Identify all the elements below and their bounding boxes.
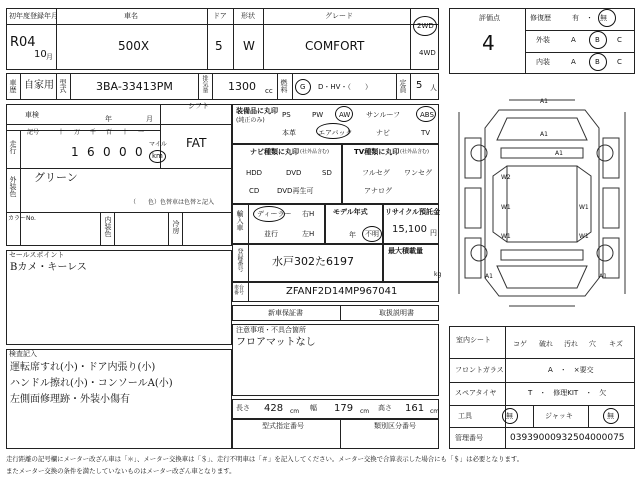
- int-grade-label: 内装: [536, 58, 550, 66]
- model-name: 500X: [118, 39, 150, 53]
- tv-analog: アナログ: [364, 187, 392, 195]
- front-glass-label: フロントガラス: [455, 366, 504, 374]
- capacity-unit: 人: [430, 84, 437, 92]
- navi-cd: CD: [249, 187, 260, 195]
- model-year-label: モデル年式: [333, 208, 368, 216]
- int-grade-selected-circle: [589, 53, 607, 71]
- tv-label: TV種類に丸印: [354, 148, 400, 156]
- ext-grade-label: 外装: [536, 36, 550, 44]
- max-load-unit: kg: [434, 271, 442, 278]
- notes-value: フロアマットなし: [236, 337, 316, 348]
- eq-aw: AW: [339, 111, 351, 119]
- mark-a1-front: A1: [555, 150, 563, 157]
- length-unit: cm: [290, 408, 300, 415]
- color-no-label: カラーNo.: [8, 215, 36, 222]
- sales-point-label: セールスポイント: [9, 251, 65, 259]
- seat-item-yogore: 汚れ: [564, 340, 578, 348]
- seat-item-kizu: キズ: [609, 340, 623, 348]
- capacity-label: 定員: [399, 79, 407, 93]
- manual-label: 取扱説明書: [379, 309, 414, 317]
- mileage-digit-0: 1: [71, 145, 79, 159]
- plate-label: 登録番号: [236, 248, 243, 272]
- eq-pw: PW: [312, 111, 324, 119]
- mark-w1-right-a: W1: [579, 204, 589, 211]
- seat-item-koge: コゲ: [513, 340, 527, 348]
- fuel-rest: D・HV・（ ）: [318, 83, 372, 91]
- doors-label: ドア: [213, 12, 227, 20]
- exterior-note: （ 色）色替車は色替と記入: [130, 199, 215, 206]
- recycle-unit: 円: [430, 229, 437, 237]
- digit-label-0: 十: [58, 129, 65, 136]
- inspection-month-label: 月: [146, 115, 153, 123]
- width-value: 179: [334, 403, 354, 414]
- doors: 5: [215, 39, 223, 53]
- unit-mile: マイル: [149, 141, 167, 148]
- car-diagram: [449, 78, 635, 322]
- category-label: 車歴: [9, 79, 17, 93]
- interior-color-label: 内装色: [104, 216, 112, 237]
- inspection-year-label: 年: [105, 115, 112, 123]
- mark-w1-left-a: W1: [501, 204, 511, 211]
- score-label: 評価点: [479, 14, 500, 22]
- interior-seat-label: 室内シート: [456, 336, 491, 344]
- eq-airbag: エアバック: [318, 129, 353, 137]
- seat-item-yabure: 破れ: [539, 340, 553, 348]
- import-dealer: ディーラー: [257, 210, 292, 218]
- navi-sub: (社外品含む): [300, 149, 329, 155]
- int-grade-c: C: [617, 58, 622, 66]
- equipment-sub: (純正のみ): [236, 117, 265, 124]
- displacement: 1300: [228, 80, 256, 93]
- chassis-value: ZFANF2D14MP967041: [286, 286, 398, 297]
- navi-dvd-play: DVD再生可: [277, 187, 314, 195]
- navi-sd: SD: [322, 169, 332, 177]
- plate-value: 水戸302た6197: [272, 255, 354, 268]
- height-label: 高さ: [378, 404, 392, 412]
- displacement-unit: cc: [265, 87, 273, 95]
- eq-ps: PS: [282, 111, 291, 119]
- mark-a1-hood: A1: [540, 131, 548, 138]
- model-name-label: 車名: [124, 12, 138, 20]
- reg-month: 10: [34, 49, 47, 60]
- unit-km: km: [152, 152, 163, 160]
- digit-label-2: 千: [90, 129, 97, 136]
- spare-tire-value: T ・ 修理KIT ・ 欠: [528, 389, 607, 397]
- manage-value: 03939000932504000075: [510, 433, 625, 443]
- tv-oneseg: ワンセグ: [404, 169, 432, 177]
- height-unit: cm: [430, 408, 440, 415]
- class-number-label: 類別区分番号: [374, 422, 416, 430]
- type-label: 型式: [59, 79, 67, 93]
- inspector-line-2: ハンドル擦れ(小)・コンソールA(小): [10, 378, 173, 389]
- tv-fullseg: フルセグ: [362, 169, 390, 177]
- manage-label: 管理番号: [455, 434, 483, 442]
- model-year-year: 年: [349, 231, 356, 239]
- exterior-side-label: 外装色: [9, 176, 17, 197]
- chassis-label: 車台番号: [234, 285, 245, 296]
- recycle-label: リサイクル預託金: [385, 208, 441, 216]
- jack-value: 無: [607, 412, 614, 420]
- shift-label: シフト: [188, 102, 209, 110]
- notes-label: 注意事項・不具合箇所: [236, 326, 306, 334]
- mark-w1-left-b: W1: [501, 233, 511, 240]
- warranty-label: 新車保証書: [268, 309, 303, 317]
- ext-grade-a: A: [571, 36, 576, 44]
- digit-label-3: 百: [106, 129, 113, 136]
- category: 自家用: [24, 80, 54, 91]
- equipment-label: 装備品に丸印: [236, 107, 278, 115]
- shape-label: 形状: [241, 12, 255, 20]
- notes-block: [232, 324, 439, 396]
- model-year-unknown: 不明: [365, 230, 379, 238]
- repair-label: 修復歴: [530, 14, 551, 22]
- fuel-g: G: [300, 83, 306, 91]
- cold-label: 冷房: [172, 220, 180, 234]
- mark-w1-right-b: W1: [579, 233, 589, 240]
- width-label: 幅: [310, 404, 317, 412]
- digit-label-5: 一: [138, 129, 145, 136]
- digit-label-1: 万: [74, 129, 81, 136]
- recycle-value: 15,100: [392, 224, 427, 235]
- mark-w2: W2: [501, 174, 511, 181]
- tools-label: 工具: [458, 412, 472, 420]
- navi-dvd: DVD: [286, 169, 302, 177]
- reg-year: R04: [10, 35, 36, 50]
- eq-leather: 本革: [282, 129, 296, 137]
- navi-label: ナビ種類に丸印: [250, 148, 299, 156]
- length-label: 長さ: [236, 404, 250, 412]
- mark-a1-rear-left: A1: [485, 273, 493, 280]
- footer-line-2: またメーター交換の条件を満たしていないものはメーター改ざん車となります。: [6, 467, 236, 475]
- seat-item-ana: 穴: [589, 340, 596, 348]
- displacement-label: 排気量: [201, 75, 208, 93]
- import-parallel: 並行: [264, 230, 278, 238]
- shape: W: [243, 39, 255, 53]
- shift-value: FAT: [186, 136, 207, 150]
- eq-navi: ナビ: [376, 129, 390, 137]
- capacity: 5: [416, 80, 423, 91]
- score-value: 4: [482, 31, 495, 55]
- tv-sub: (社外品含む): [400, 149, 429, 155]
- mileage-digit-2: 0: [103, 145, 111, 159]
- repair-selected-circle: [598, 9, 616, 27]
- mileage-digit-1: 6: [87, 145, 95, 159]
- reg-month-unit: 月: [46, 53, 53, 61]
- width-unit: cm: [360, 408, 370, 415]
- eq-tv: TV: [421, 129, 431, 137]
- type-specified-label: 型式指定番号: [262, 422, 304, 430]
- max-load-label: 最大積載量: [388, 247, 423, 255]
- import-left: 左H: [302, 230, 315, 238]
- import-right: 右H: [302, 210, 315, 218]
- int-grade-a: A: [571, 58, 576, 66]
- ext-grade-c: C: [617, 36, 622, 44]
- mark-a1-rear-right: A1: [599, 273, 607, 280]
- ext-grade-selected-circle: [589, 31, 607, 49]
- eq-abs: ABS: [420, 111, 434, 119]
- tools-value: 無: [506, 412, 513, 420]
- drive-4wd: 4WD: [419, 49, 436, 57]
- digit-label-4: 十: [122, 129, 129, 136]
- sales-point-value: Bカメ・キーレス: [10, 262, 87, 273]
- drive-2wd: 2WD: [417, 22, 434, 30]
- jack-label: ジャッキ: [545, 412, 573, 420]
- height-value: 161: [405, 403, 425, 414]
- mileage-digit-4: 0: [135, 145, 143, 159]
- mark-a1-top: A1: [540, 98, 548, 105]
- record-label: 記号: [27, 129, 40, 136]
- length-value: 428: [264, 403, 284, 414]
- spare-tire-label: スペアタイヤ: [455, 389, 497, 397]
- mileage-digit-3: 0: [119, 145, 127, 159]
- grade-label: グレード: [325, 12, 353, 20]
- ext-grade-b: B: [595, 36, 600, 44]
- inspector-line-3: 左側面修理跡・外装小傷有: [10, 394, 130, 405]
- import-label: 輸入車: [236, 210, 244, 231]
- front-glass-value: A ・ ×要交: [548, 366, 594, 374]
- footer-line-1: 走行距離の記号欄にメーター改ざん車は「＊」、メーター交換車は「＄」、走行不明車は「＃」を記入してください。メーター交換で合算表示した場合にも「＄」は必要となります。: [6, 455, 524, 463]
- navi-hdd: HDD: [246, 169, 263, 177]
- repair-options: 有 ・ 無: [572, 14, 607, 22]
- eq-sunroof: サンルーフ: [366, 111, 401, 119]
- type: 3BA-33413PM: [96, 80, 173, 93]
- inspector-label: 検査記入: [9, 350, 37, 358]
- exterior-value: グリーン: [34, 171, 78, 184]
- grade: COMFORT: [305, 39, 365, 53]
- inspection-label: 車検: [25, 111, 39, 119]
- reg-date-label: 初年度登録年月: [9, 12, 58, 20]
- int-grade-b: B: [595, 58, 600, 66]
- inspector-line-1: 運転席すれ(小)・ドア内張り(小): [10, 362, 156, 373]
- mileage-side-label: 走行: [9, 140, 17, 154]
- fuel-label: 燃料: [280, 79, 288, 93]
